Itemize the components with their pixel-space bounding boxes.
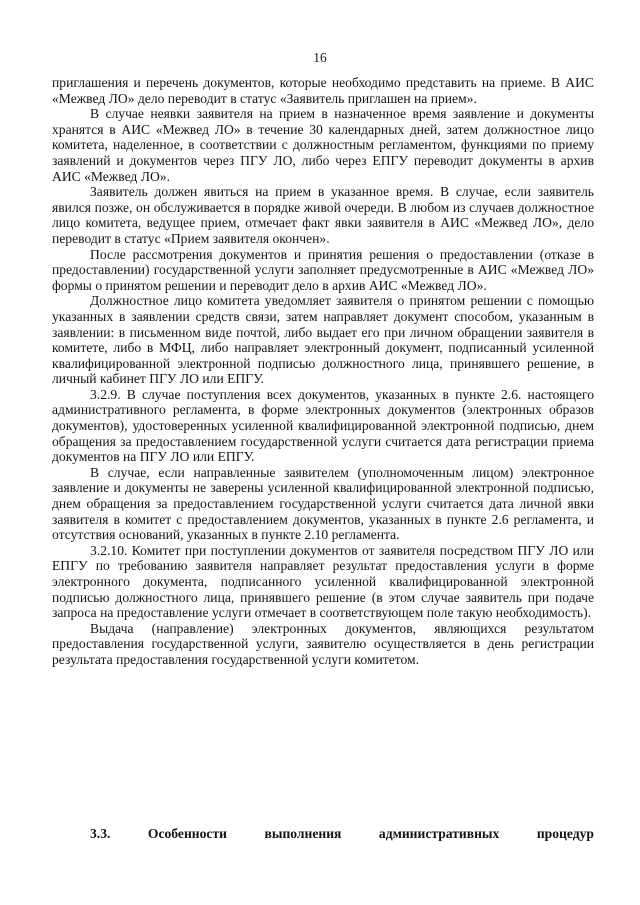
paragraph: Заявитель должен явиться на прием в указанное время. В случае, если заявитель явился позже, он обслуживается в порядке живой очереди. В любом из случаев должностное лицо комитета, ведущее прием, отмечает факт явки заявителя в АИС «Межвед ЛО», дело переводит в статус «Прием заявителя окончен». (52, 184, 594, 246)
heading-word: административных (378, 826, 500, 841)
page-number: 16 (313, 50, 327, 65)
paragraph: приглашения и перечень документов, которые необходимо представить на приеме. В АИС «Межвед ЛО» дело переводит в статус «Заявитель приглашен на прием». (52, 75, 594, 106)
heading-word: выполнения (264, 826, 342, 841)
body-text (52, 75, 594, 668)
paragraph: После рассмотрения документов и принятия решения о предоставлении (отказе в предоставлении) государственной услуги заполняет предусмотренные в АИС «Межвед ЛО» формы о принятом решении и переводит дело в архив АИС «Межвед ЛО». (52, 246, 594, 293)
paragraph: В случае, если направленные заявителем (уполномоченным лицом) электронное заявление и документы не заверены усиленной квалифицированной электронной подписью, днем обращения за предоставлением государственной услуги считается дата личной явки заявителя в комитет с предоставлением документов, указанных в пункте 2.6 регламента, и отсутствия оснований, указанных в пункте 2.10 регламента. (52, 464, 594, 543)
heading-word: Особенности (147, 826, 227, 841)
paragraph: Выдача (направление) электронных документов, являющихся результатом предоставления государственной услуги, заявителю осуществляется в день регистрации результата предоставления государственной услуги комитетом. (52, 620, 594, 667)
paragraph: Должностное лицо комитета уведомляет заявителя о принятом решении с помощью указанных в заявлении средств связи, затем направляет документ способом, указанным в заявлении: в письменном виде почтой, либо выдает его при личном обращении заявителя в комитете, либо в МФЦ, либо направляет электронный документ, подписанный усиленной квалифицированной электронной подписью должностного лица, принявшего решение, в личный кабинет ПГУ ЛО или ЕПГУ. (52, 293, 594, 387)
paragraph-3-2-10: 3.2.10. Комитет при поступлении документов от заявителя посредством ПГУ ЛО или ЕПГУ по требованию заявителя направляет результат предоставления услуги в форме электронного документа, подписанного усиленной квалифицированной электронной подписью должностного лица, принявшего решение (в этом случае заявитель при подаче запроса на предоставление услуги отмечает в соответствующем поле такую необходимость). (52, 542, 594, 621)
paragraph-3-2-9: 3.2.9. В случае поступления всех документов, указанных в пункте 2.6. настоящего административного регламента, в форме электронных документов (электронных образов документов), удостоверенных усиленной квалифицированной электронной подписью, днем обращения за предоставлением государственной услуги считается дата регистрации приема документов на ПГУ ЛО или ЕПГУ. (52, 386, 594, 465)
heading-number: 3.3. (90, 826, 111, 841)
section-heading-3-3 (90, 826, 594, 842)
heading-word: процедур (536, 826, 594, 841)
paragraph: В случае неявки заявителя на прием в назначенное время заявление и документы хранятся в АИС «Межвед ЛО» в течение 30 календарных дней, затем должностное лицо комитета, наделенное, в соответствии с должностным регламентом, функциями по приему заявлений и документов через ПГУ ЛО, либо через ЕПГУ переводит документы в архив АИС «Межвед ЛО». (52, 106, 594, 184)
